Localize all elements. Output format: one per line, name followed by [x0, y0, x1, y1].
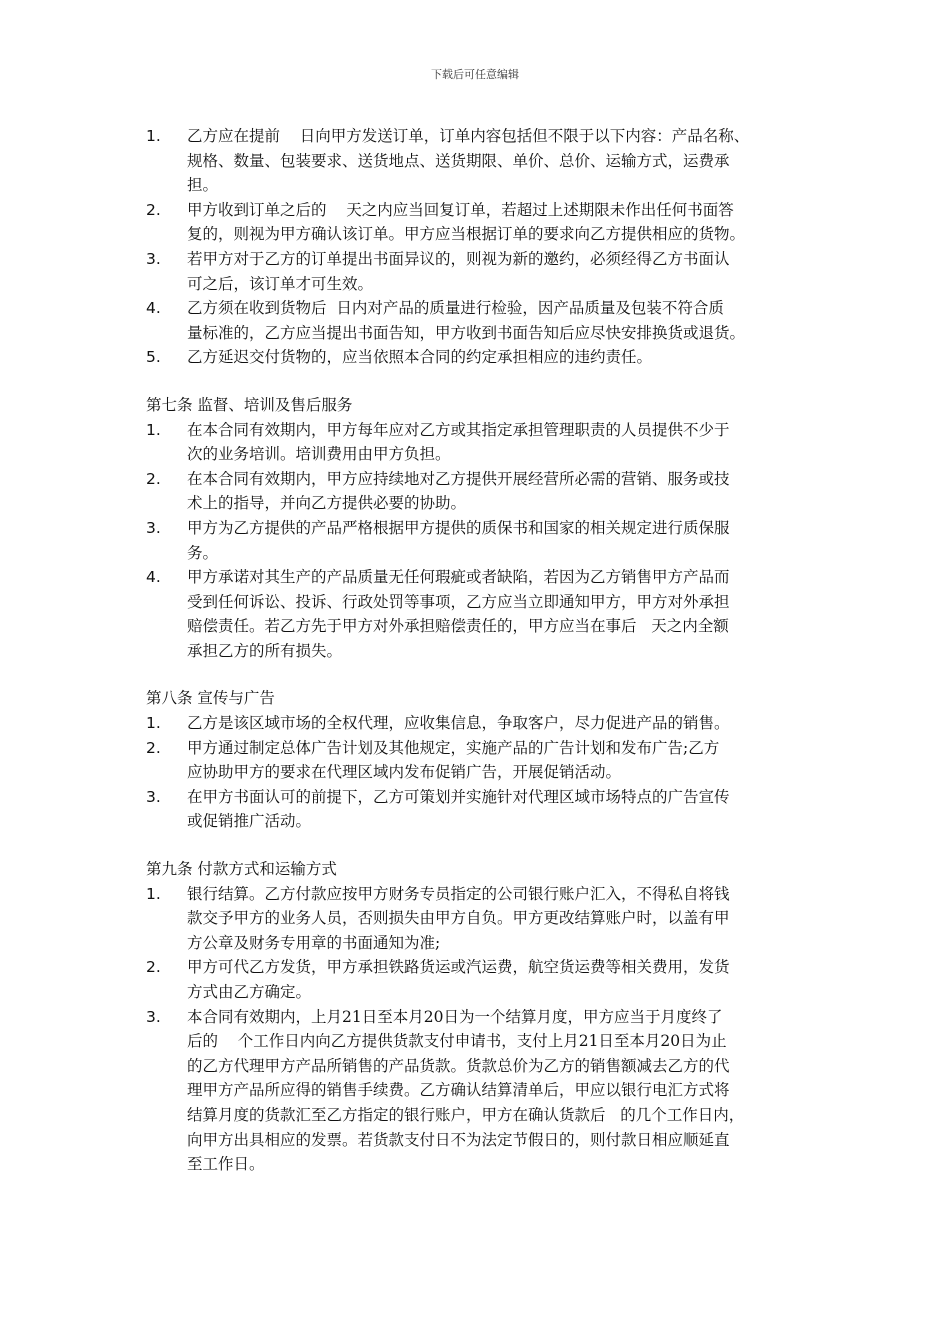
list-item-text: 在本合同有效期内，甲方应持续地对乙方提供开展经营所必需的营销、服务或技 术上的指导，并向乙方提供必要的协助。: [187, 469, 730, 513]
list-item-number: 2.: [146, 469, 161, 488]
section-title: 第九条 付款方式和运输方式: [146, 860, 337, 879]
list-item: [146, 882, 826, 956]
list-item: [146, 516, 826, 565]
list-item-number: 2.: [146, 738, 161, 757]
list-item: [146, 198, 826, 247]
document-body: [146, 124, 826, 1177]
list-item: [146, 467, 826, 516]
list-item-number: 1.: [146, 420, 161, 439]
list-item-number: 4.: [146, 299, 161, 318]
section: [146, 686, 826, 834]
list-item: [146, 955, 826, 1004]
list-item: [146, 345, 826, 370]
list-item-text: 甲方为乙方提供的产品严格根据甲方提供的质保书和国家的相关规定进行质保服 务。: [187, 518, 730, 562]
list-item-number: 1.: [146, 127, 161, 145]
list-item: [146, 565, 826, 663]
list-item: [146, 418, 826, 467]
list-item-text: 银行结算。乙方付款应按甲方财务专员指定的公司银行账户汇入，不得私自将钱 款交予甲方的业务人员，否则损失由甲方自负。甲方更改结算账户时，以盖有甲 方公章及财务专用章的书面通知为准;: [187, 884, 730, 952]
list-item-text: 乙方须在收到货物后 日内对产品的质量进行检验，因产品质量及包装不符合质 量标准的，乙方应当提出书面告知，甲方收到书面告知后应尽快安排换货或退货。: [187, 299, 746, 342]
list-item-text: 甲方通过制定总体广告计划及其他规定，实施产品的广告计划和发布广告;乙方 应协助甲方的要求在代理区域内发布促销广告，开展促销活动。: [187, 738, 720, 782]
list-item: [146, 124, 826, 198]
list-item-text: 本合同有效期内，上月21日至本月20日为一个结算月度，甲方应当于月度终了 后的 个工作日内向乙方提供货款支付申请书，支付上月21日至本月20日为止 的乙方代理甲方产品所销售的产品货款。货款总价为乙方的销售额减去乙方的代 理甲方产品所应得的销售手续费。乙方确认结算清单后，甲应以银行电汇方式将 结算月度的货款汇至乙方指定的银行账户，甲方在确认货款后 的几个工作日内， 向甲方出具相应的发票。若货款支付日不为法定节假日的，则付款日相应顺延直 至工作日。: [187, 1007, 745, 1174]
list-item-number: 2.: [146, 200, 161, 219]
list-item-text: 乙方是该区域市场的全权代理，应收集信息，争取客户，尽力促进产品的销售。: [187, 714, 730, 733]
list-item-text: 乙方延迟交付货物的，应当依照本合同的约定承担相应的违约责任。: [187, 348, 653, 367]
list-item: [146, 247, 826, 296]
list-item-number: 3.: [146, 249, 161, 268]
list-item-number: 1.: [146, 884, 161, 903]
list-item-number: 2.: [146, 958, 161, 977]
list-item: [146, 296, 826, 345]
list-item-text: 若甲方对于乙方的订单提出书面异议的，则视为新的邀约，必须经得乙方书面认 可之后，该订单才可生效。: [187, 249, 730, 293]
list-item: [146, 1005, 826, 1177]
list-item-number: 3.: [146, 787, 161, 806]
list-item-text: 在甲方书面认可的前提下，乙方可策划并实施针对代理区域市场特点的广告宣传 或促销推广活动。: [187, 787, 730, 831]
list-item-number: 5.: [146, 348, 161, 367]
list-item-text: 甲方承诺对其生产的产品质量无任何瑕疵或者缺陷，若因为乙方销售甲方产品而 受到任何诉讼、投诉、行政处罚等事项，乙方应当立即通知甲方，甲方对外承担 赔偿责任。若乙方先于甲方对外承担赔偿责任的，甲方应当在事后 天之内全额 承担乙方的所有损失。: [187, 568, 730, 660]
page-header: 下载后可任意编辑: [431, 68, 519, 81]
section: [146, 124, 826, 370]
section-title: 第八条 宣传与广告: [146, 689, 275, 708]
list-item-number: 3.: [146, 1007, 161, 1026]
list-item-text: 甲方可代乙方发货，甲方承担铁路货运或汽运费，航空货运费等相关费用，发货 方式由乙方确定。: [187, 958, 730, 1001]
section: [146, 857, 826, 1177]
list-item-text: 乙方应在提前 日向甲方发送订单，订单内容包括但不限于以下内容：产品名称、 规格、数量、包装要求、送货地点、送货期限、单价、总价、运输方式，运费承 担。: [187, 127, 750, 195]
section-title: 第七条 监督、培训及售后服务: [146, 395, 353, 414]
list-item-number: 4.: [146, 568, 161, 587]
list-item-text: 在本合同有效期内，甲方每年应对乙方或其指定承担管理职责的人员提供不少于 次的业务培训。培训费用由甲方负担。: [187, 420, 730, 464]
list-item-number: 3.: [146, 518, 161, 537]
list-item: [146, 711, 826, 736]
list-item: [146, 785, 826, 834]
list-item-text: 甲方收到订单之后的 天之内应当回复订单，若超过上述期限未作出任何书面答 复的，则视为甲方确认该订单。甲方应当根据订单的要求向乙方提供相应的货物。: [187, 200, 746, 244]
list-item: [146, 736, 826, 785]
section: [146, 393, 826, 664]
list-item-number: 1.: [146, 714, 161, 733]
